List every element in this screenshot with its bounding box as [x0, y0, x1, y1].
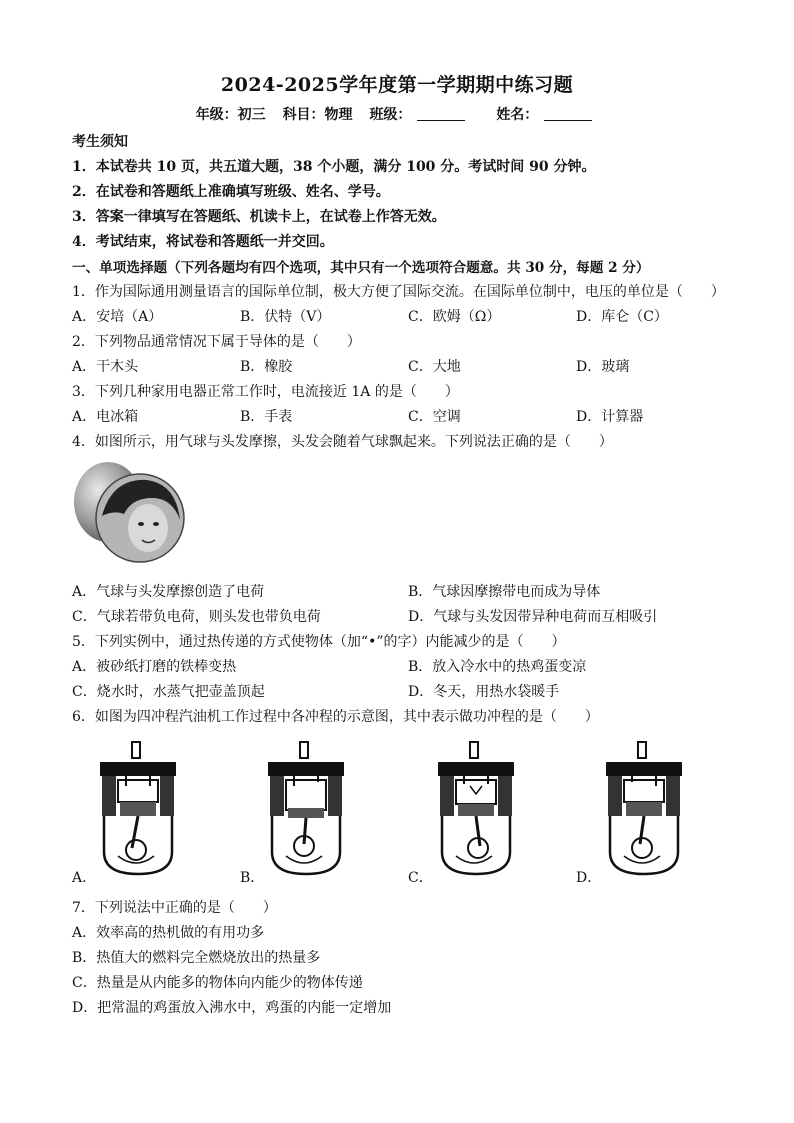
- class-blank[interactable]: [417, 106, 465, 121]
- eye-shape: [138, 522, 144, 526]
- question-stem: 7．下列说法中正确的是（ ）: [72, 900, 277, 916]
- option-c: C．: [408, 870, 433, 886]
- name-blank[interactable]: [544, 106, 592, 121]
- engine-diagram-b: [264, 740, 350, 880]
- notice-item: 4．考试结束，将试卷和答题纸一并交回。: [72, 234, 334, 250]
- section-heading: 一、单项选择题（下列各题均有四个选项，其中只有一个选项符合题意。共 30 分，每题 2 分）: [72, 260, 650, 276]
- exam-meta: [0, 104, 794, 124]
- question-stem: 6．如图为四冲程汽油机工作过程中各冲程的示意图，其中表示做功冲程的是（ ）: [72, 709, 599, 725]
- option-d: D．玻璃: [576, 359, 630, 375]
- option-a: A．被砂纸打磨的铁棒变热: [72, 659, 237, 675]
- class-label: 班级：: [369, 107, 412, 123]
- option-b: B．放入冷水中的热鸡蛋变凉: [408, 659, 587, 675]
- question-stem: 5．下列实例中，通过热传递的方式使物体（加“•”的字）内能减少的是（ ）: [72, 634, 566, 650]
- grade-label: 年级：初三: [195, 107, 266, 123]
- option-d: D．冬天，用热水袋暖手: [408, 684, 560, 700]
- option-b: B．气球因摩擦带电而成为导体: [408, 584, 601, 600]
- notice-item: 2．在试卷和答题纸上准确填写班级、姓名、学号。: [72, 184, 390, 200]
- option-b: B．橡胶: [240, 359, 293, 375]
- option-c: C．空调: [408, 409, 461, 425]
- option-c: C．气球若带负电荷，则头发也带负电荷: [72, 609, 321, 625]
- option-a: A．电冰箱: [72, 409, 139, 425]
- option-c: C．欧姆（Ω）: [408, 309, 501, 325]
- option-c: C．热量是从内能多的物体向内能少的物体传递: [72, 975, 363, 991]
- name-field: [496, 107, 598, 123]
- option-a: A．效率高的热机做的有用功多: [72, 925, 265, 941]
- engine-diagram-d: [602, 740, 688, 880]
- question-stem: 1．作为国际通用测量语言的国际单位制，极大方便了国际交流。在国际单位制中，电压的单位是（ ）: [72, 284, 725, 300]
- question-stem: 2．下列物品通常情况下属于导体的是（ ）: [72, 334, 361, 350]
- class-field: [369, 107, 471, 123]
- notice-heading: 考生须知: [72, 134, 128, 150]
- option-d: D．把常温的鸡蛋放入沸水中，鸡蛋的内能一定增加: [72, 1000, 392, 1016]
- notice-item: 1．本试卷共 10 页，共五道大题，38 个小题，满分 100 分。考试时间 90 分钟。: [72, 159, 596, 175]
- option-b: B．手表: [240, 409, 293, 425]
- option-c: C．烧水时，水蒸气把壶盖顶起: [72, 684, 265, 700]
- question-stem: 4．如图所示，用气球与头发摩擦，头发会随着气球飘起来。下列说法正确的是（ ）: [72, 434, 613, 450]
- name-label: 姓名：: [496, 107, 539, 123]
- option-d: D．: [576, 870, 602, 886]
- engine-diagram-a: [96, 740, 182, 880]
- option-b: B．伏特（V）: [240, 309, 331, 325]
- page-title: 2024-2025学年度第一学期期中练习题: [220, 74, 574, 96]
- option-a: A．: [72, 870, 97, 886]
- option-a: A．干木头: [72, 359, 139, 375]
- option-c: C．大地: [408, 359, 461, 375]
- notice-item: 3．答案一律填写在答题纸、机读卡上，在试卷上作答无效。: [72, 209, 446, 225]
- engine-diagram-c: [434, 740, 520, 880]
- eye-shape: [153, 522, 159, 526]
- face-shape: [128, 504, 168, 552]
- option-d: D．库仑（C）: [576, 309, 668, 325]
- option-a: A．气球与头发摩擦创造了电荷: [72, 584, 265, 600]
- option-b: B．热值大的燃料完全燃烧放出的热量多: [72, 950, 321, 966]
- question-stem: 3．下列几种家用电器正常工作时，电流接近 1A 的是（ ）: [72, 384, 459, 400]
- option-d: D．气球与头发因带异种电荷而互相吸引: [408, 609, 658, 625]
- option-a: A．安培（A）: [72, 309, 163, 325]
- option-b: B．: [240, 870, 265, 886]
- option-d: D．计算器: [576, 409, 644, 425]
- subject-label: 科目：物理: [282, 107, 353, 123]
- balloon-hair-figure: [72, 458, 188, 568]
